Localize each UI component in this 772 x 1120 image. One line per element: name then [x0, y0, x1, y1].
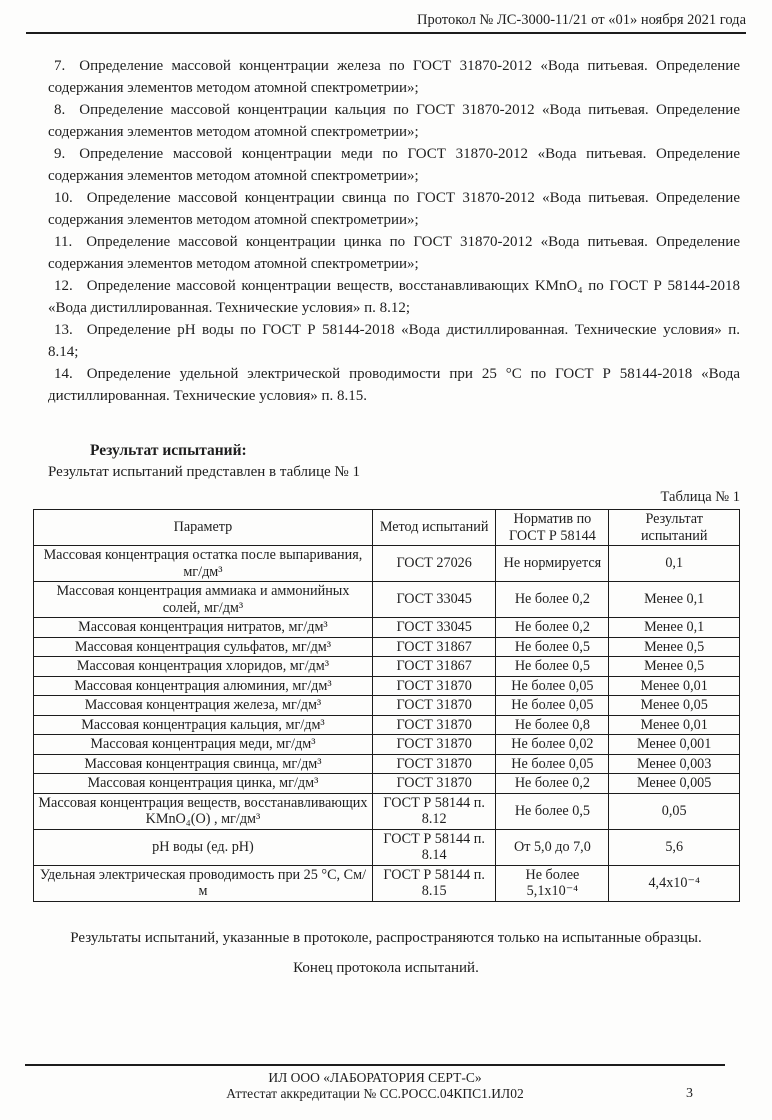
list-item [48, 187, 740, 231]
cell-method: ГОСТ 31870 [372, 735, 496, 755]
results-intro: Результат испытаний представлен в таблице № 1 [48, 464, 360, 480]
cell-parameter: Массовая концентрация кальция, мг/дм³ [34, 715, 373, 735]
col-header-method: Метод испытаний [372, 510, 496, 546]
cell-norm: Не более 0,05 [496, 754, 609, 774]
cell-method: ГОСТ 31870 [372, 754, 496, 774]
table-row [34, 735, 740, 755]
list-item-text: Определение массовой концентрации веществ, восстанавливающих KMnO₄ по ГОСТ Р 58144-2018 «Вода дистиллированная. Технические условия» п. 8.12; [48, 278, 740, 316]
list-item-text: Определение удельной электрической проводимости при 25 °С по ГОСТ Р 58144-2018 «Вода дистиллированная. Технические условия» п. 8.15. [48, 366, 740, 404]
cell-result: Менее 0,1 [609, 618, 740, 638]
cell-method: ГОСТ 33045 [372, 618, 496, 638]
cell-norm: Не более 0,2 [496, 774, 609, 794]
list-item-number: 7. [54, 58, 66, 74]
disclaimer-text: Результаты испытаний, указанные в протоколе, распространяются только на испытанные образцы. [70, 929, 702, 946]
table-row [34, 657, 740, 677]
cell-method: ГОСТ 31867 [372, 657, 496, 677]
table-row [34, 696, 740, 716]
list-item [48, 275, 740, 319]
cell-result: 0,1 [609, 546, 740, 582]
cell-result: Менее 0,001 [609, 735, 740, 755]
list-item-text: Определение массовой концентрации железа по ГОСТ 31870-2012 «Вода питьевая. Определение содержания элементов методом атомной спектрометрии»; [48, 58, 740, 96]
cell-method: ГОСТ 31870 [372, 774, 496, 794]
list-item-number: 10. [54, 190, 73, 206]
results-table [33, 509, 740, 902]
cell-norm: Не более 0,05 [496, 696, 609, 716]
list-item-text: Определение массовой концентрации свинца по ГОСТ 31870-2012 «Вода питьевая. Определение содержания элементов методом атомной спектрометрии»; [48, 190, 740, 228]
cell-norm: Не более 0,5 [496, 793, 609, 829]
list-item-number: 14. [54, 366, 73, 382]
cell-norm: Не нормируется [496, 546, 609, 582]
cell-norm: Не более 0,5 [496, 657, 609, 677]
list-item-text: Определение массовой концентрации меди по ГОСТ 31870-2012 «Вода питьевая. Определение содержания элементов методом атомной спектрометрии»; [48, 146, 740, 184]
cell-method: ГОСТ 31867 [372, 637, 496, 657]
list-item-text: Определение массовой концентрации цинка по ГОСТ 31870-2012 «Вода питьевая. Определение содержания элементов методом атомной спектрометрии»; [48, 234, 740, 272]
cell-norm: Не более 0,5 [496, 637, 609, 657]
list-item [48, 55, 740, 99]
list-item-text: Определение pH воды по ГОСТ Р 58144-2018 «Вода дистиллированная. Технические условия» п. 8.14; [48, 322, 740, 360]
methods-list [48, 55, 740, 407]
cell-norm: Не более 0,2 [496, 618, 609, 638]
list-item-number: 12. [54, 278, 73, 294]
cell-norm: Не более 0,2 [496, 582, 609, 618]
cell-method: ГОСТ 33045 [372, 582, 496, 618]
cell-method: ГОСТ 31870 [372, 696, 496, 716]
list-item-number: 9. [54, 146, 66, 162]
cell-result: Менее 0,01 [609, 676, 740, 696]
cell-parameter: Массовая концентрация меди, мг/дм³ [34, 735, 373, 755]
cell-result: Менее 0,05 [609, 696, 740, 716]
table-row [34, 715, 740, 735]
cell-method: ГОСТ Р 58144 п. 8.14 [372, 829, 496, 865]
cell-parameter: Массовая концентрация сульфатов, мг/дм³ [34, 637, 373, 657]
cell-method: ГОСТ 27026 [372, 546, 496, 582]
cell-method: ГОСТ 31870 [372, 715, 496, 735]
page-header [26, 12, 746, 34]
cell-result: 5,6 [609, 829, 740, 865]
cell-result: 0,05 [609, 793, 740, 829]
cell-parameter: Массовая концентрация железа, мг/дм³ [34, 696, 373, 716]
cell-norm: Не более 5,1x10⁻⁴ [496, 865, 609, 901]
table-row [34, 676, 740, 696]
table-header-row [34, 510, 740, 546]
cell-norm: Не более 0,05 [496, 676, 609, 696]
list-item-text: Определение массовой концентрации кальция по ГОСТ 31870-2012 «Вода питьевая. Определение содержания элементов методом атомной спектрометрии»; [48, 102, 740, 140]
cell-result: Менее 0,005 [609, 774, 740, 794]
table-row [34, 637, 740, 657]
cell-parameter: Массовая концентрация остатка после выпаривания, мг/дм³ [34, 546, 373, 582]
cell-result: Менее 0,5 [609, 637, 740, 657]
cell-result: 4,4x10⁻⁴ [609, 865, 740, 901]
list-item [48, 231, 740, 275]
page-number: 3 [686, 1086, 693, 1101]
table-row [34, 793, 740, 829]
list-item-number: 11. [54, 234, 73, 250]
col-header-norm: Норматив по ГОСТ Р 58144 [496, 510, 609, 546]
results-heading: Результат испытаний: [90, 442, 247, 459]
cell-method: ГОСТ 31870 [372, 676, 496, 696]
cell-parameter: pH воды (ед. pH) [34, 829, 373, 865]
cell-parameter: Массовая концентрация алюминия, мг/дм³ [34, 676, 373, 696]
cell-parameter: Массовая концентрация хлоридов, мг/дм³ [34, 657, 373, 677]
cell-result: Менее 0,003 [609, 754, 740, 774]
cell-parameter: Массовая концентрация цинка, мг/дм³ [34, 774, 373, 794]
cell-method: ГОСТ Р 58144 п. 8.15 [372, 865, 496, 901]
cell-result: Менее 0,01 [609, 715, 740, 735]
cell-norm: Не более 0,8 [496, 715, 609, 735]
footer-lab-name: ИЛ ООО «ЛАБОРАТОРИЯ СЕРТ-С» [268, 1070, 482, 1085]
cell-norm: Не более 0,02 [496, 735, 609, 755]
cell-parameter: Массовая концентрация нитратов, мг/дм³ [34, 618, 373, 638]
page-footer [25, 1064, 725, 1102]
protocol-number-line: Протокол № ЛС-3000-11/21 от «01» ноября 2021 года [417, 12, 746, 28]
cell-parameter: Массовая концентрация свинца, мг/дм³ [34, 754, 373, 774]
cell-parameter: Массовая концентрация веществ, восстанавливающих KMnO₄(O) , мг/дм³ [34, 793, 373, 829]
table-row [34, 546, 740, 582]
table-row [34, 582, 740, 618]
list-item [48, 363, 740, 407]
col-header-parameter: Параметр [34, 510, 373, 546]
table-row [34, 865, 740, 901]
cell-norm: От 5,0 до 7,0 [496, 829, 609, 865]
table-caption: Таблица № 1 [660, 489, 740, 505]
table-row [34, 829, 740, 865]
cell-parameter: Удельная электрическая проводимость при 25 °С, См/м [34, 865, 373, 901]
table-row [34, 754, 740, 774]
list-item-number: 8. [54, 102, 66, 118]
col-header-result: Результат испытаний [609, 510, 740, 546]
cell-method: ГОСТ Р 58144 п. 8.12 [372, 793, 496, 829]
table-row [34, 774, 740, 794]
table-row [34, 618, 740, 638]
list-item-number: 13. [54, 322, 73, 338]
cell-result: Менее 0,1 [609, 582, 740, 618]
cell-parameter: Массовая концентрация аммиака и аммонийных солей, мг/дм³ [34, 582, 373, 618]
footer-accreditation: Аттестат аккредитации № СС.РОСС.04КПС1.ИЛ02 [226, 1086, 524, 1101]
end-of-protocol-text: Конец протокола испытаний. [293, 959, 479, 976]
list-item [48, 99, 740, 143]
cell-result: Менее 0,5 [609, 657, 740, 677]
list-item [48, 319, 740, 363]
list-item [48, 143, 740, 187]
